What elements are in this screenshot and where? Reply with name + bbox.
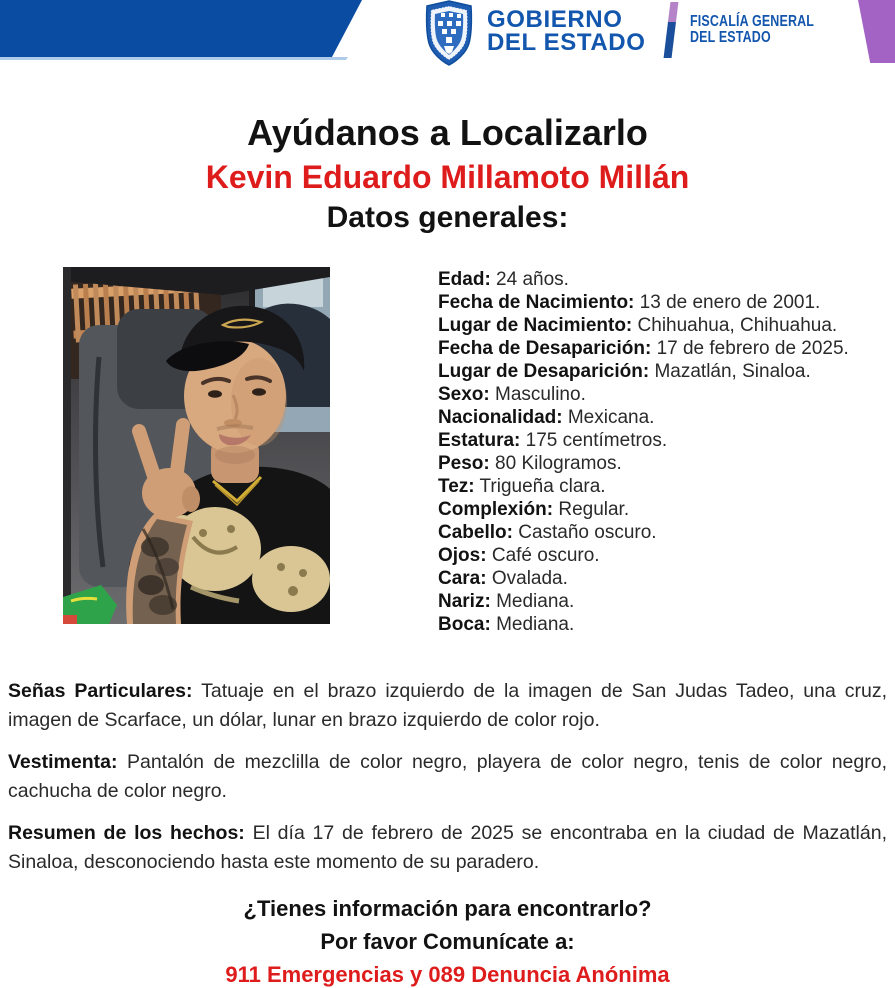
data-row-label: Peso: xyxy=(438,453,490,474)
data-row xyxy=(438,590,849,613)
header xyxy=(0,0,895,68)
data-row-value: Mediana. xyxy=(490,591,575,612)
data-row xyxy=(438,498,849,521)
data-row xyxy=(438,337,849,360)
data-row-value: 17 de febrero de 2025. xyxy=(651,338,849,359)
data-row-label: Fecha de Nacimiento: xyxy=(438,292,635,313)
data-row xyxy=(438,521,849,544)
header-divider-bar xyxy=(664,2,679,58)
data-row xyxy=(438,567,849,590)
data-row xyxy=(438,475,849,498)
section-title-datos-generales: Datos generales: xyxy=(326,201,569,234)
footer-phone-numbers: 911 Emergencias y 089 Denuncia Anónima xyxy=(225,962,670,987)
paragraph-value: Tatuaje en el brazo izquierdo de la imagen de San Judas Tadeo, una cruz, imagen de Scarface, un dólar, lunar en brazo izquierdo de color rojo. xyxy=(8,680,888,731)
content-row xyxy=(0,267,895,647)
data-row xyxy=(438,544,849,567)
data-row-value: Mexicana. xyxy=(562,407,655,428)
paragraph-value: El día 17 de febrero de 2025 se encontraba en la ciudad de Mazatlán, Sinaloa, desconociendo hasta este momento de su paradero. xyxy=(8,822,887,873)
gobierno-line2: DEL ESTADO xyxy=(487,29,646,56)
footer-cta: Por favor Comunícate a: xyxy=(320,929,575,954)
header-purple-bar xyxy=(858,0,895,63)
data-row xyxy=(438,613,849,636)
data-row xyxy=(438,314,849,337)
data-row-label: Tez: xyxy=(438,476,475,497)
paragraph xyxy=(8,748,887,806)
paragraph xyxy=(8,677,887,735)
fiscalia-wordmark xyxy=(690,14,814,46)
general-data-list xyxy=(438,268,849,636)
paragraph-label: Vestimenta: xyxy=(8,751,118,773)
header-blue-bar-underline xyxy=(0,57,348,60)
state-shield-logo-icon xyxy=(424,0,474,67)
data-row xyxy=(438,383,849,406)
data-row xyxy=(438,406,849,429)
paragraph xyxy=(8,819,887,877)
data-row xyxy=(438,452,849,475)
footer-question: ¿Tienes información para encontrarlo? xyxy=(243,896,652,921)
data-row-label: Lugar de Desaparición: xyxy=(438,361,650,382)
data-row-value: Mazatlán, Sinaloa. xyxy=(649,361,811,382)
data-row-label: Nariz: xyxy=(438,591,491,612)
data-row-value: Trigueña clara. xyxy=(474,476,606,497)
data-row-value: 13 de enero de 2001. xyxy=(634,292,821,313)
paragraph-label: Resumen de los hechos: xyxy=(8,822,245,844)
data-row-value: 80 Kilogramos. xyxy=(489,453,622,474)
fiscalia-line1: FISCALÍA GENERAL xyxy=(690,13,815,30)
data-row xyxy=(438,291,849,314)
data-row-label: Ojos: xyxy=(438,545,487,566)
data-row-label: Estatura: xyxy=(438,430,521,451)
paragraph-value: Pantalón de mezclilla de color negro, playera de color negro, tenis de color negro, cachucha de color negro. xyxy=(8,751,887,802)
data-row-value: Mediana. xyxy=(490,614,575,635)
data-row-value: Café oscuro. xyxy=(486,545,600,566)
header-blue-bar xyxy=(0,0,362,57)
data-row-label: Nacionalidad: xyxy=(438,407,563,428)
gobierno-wordmark xyxy=(487,8,645,54)
data-row-label: Fecha de Desaparición: xyxy=(438,338,652,359)
data-row-label: Complexión: xyxy=(438,499,554,520)
data-row xyxy=(438,268,849,291)
detail-paragraphs xyxy=(8,677,887,877)
data-row-label: Cabello: xyxy=(438,522,513,543)
data-row-label: Cara: xyxy=(438,568,487,589)
fiscalia-line2: DEL ESTADO xyxy=(690,29,771,46)
data-row-value: Masculino. xyxy=(489,384,586,405)
paragraph-label: Señas Particulares: xyxy=(8,680,193,702)
data-row-value: 24 años. xyxy=(490,269,569,290)
data-row-value: Regular. xyxy=(553,499,630,520)
data-row-value: Ovalada. xyxy=(486,568,568,589)
data-row-label: Sexo: xyxy=(438,384,490,405)
page-title: Ayúdanos a Localizarlo xyxy=(247,112,648,153)
data-row xyxy=(438,429,849,452)
data-row-value: Chihuahua, Chihuahua. xyxy=(632,315,838,336)
data-row-label: Boca: xyxy=(438,614,491,635)
missing-person-name: Kevin Eduardo Millamoto Millán xyxy=(205,159,690,195)
footer xyxy=(0,896,895,988)
missing-person-photo xyxy=(63,267,330,624)
data-row-value: 175 centímetros. xyxy=(520,430,668,451)
data-row-label: Lugar de Nacimiento: xyxy=(438,315,633,336)
gobierno-line1: GOBIERNO xyxy=(487,6,623,33)
data-row-label: Edad: xyxy=(438,269,491,290)
photo-illustration xyxy=(63,267,330,624)
data-row-value: Castaño oscuro. xyxy=(512,522,657,543)
data-row xyxy=(438,360,849,383)
